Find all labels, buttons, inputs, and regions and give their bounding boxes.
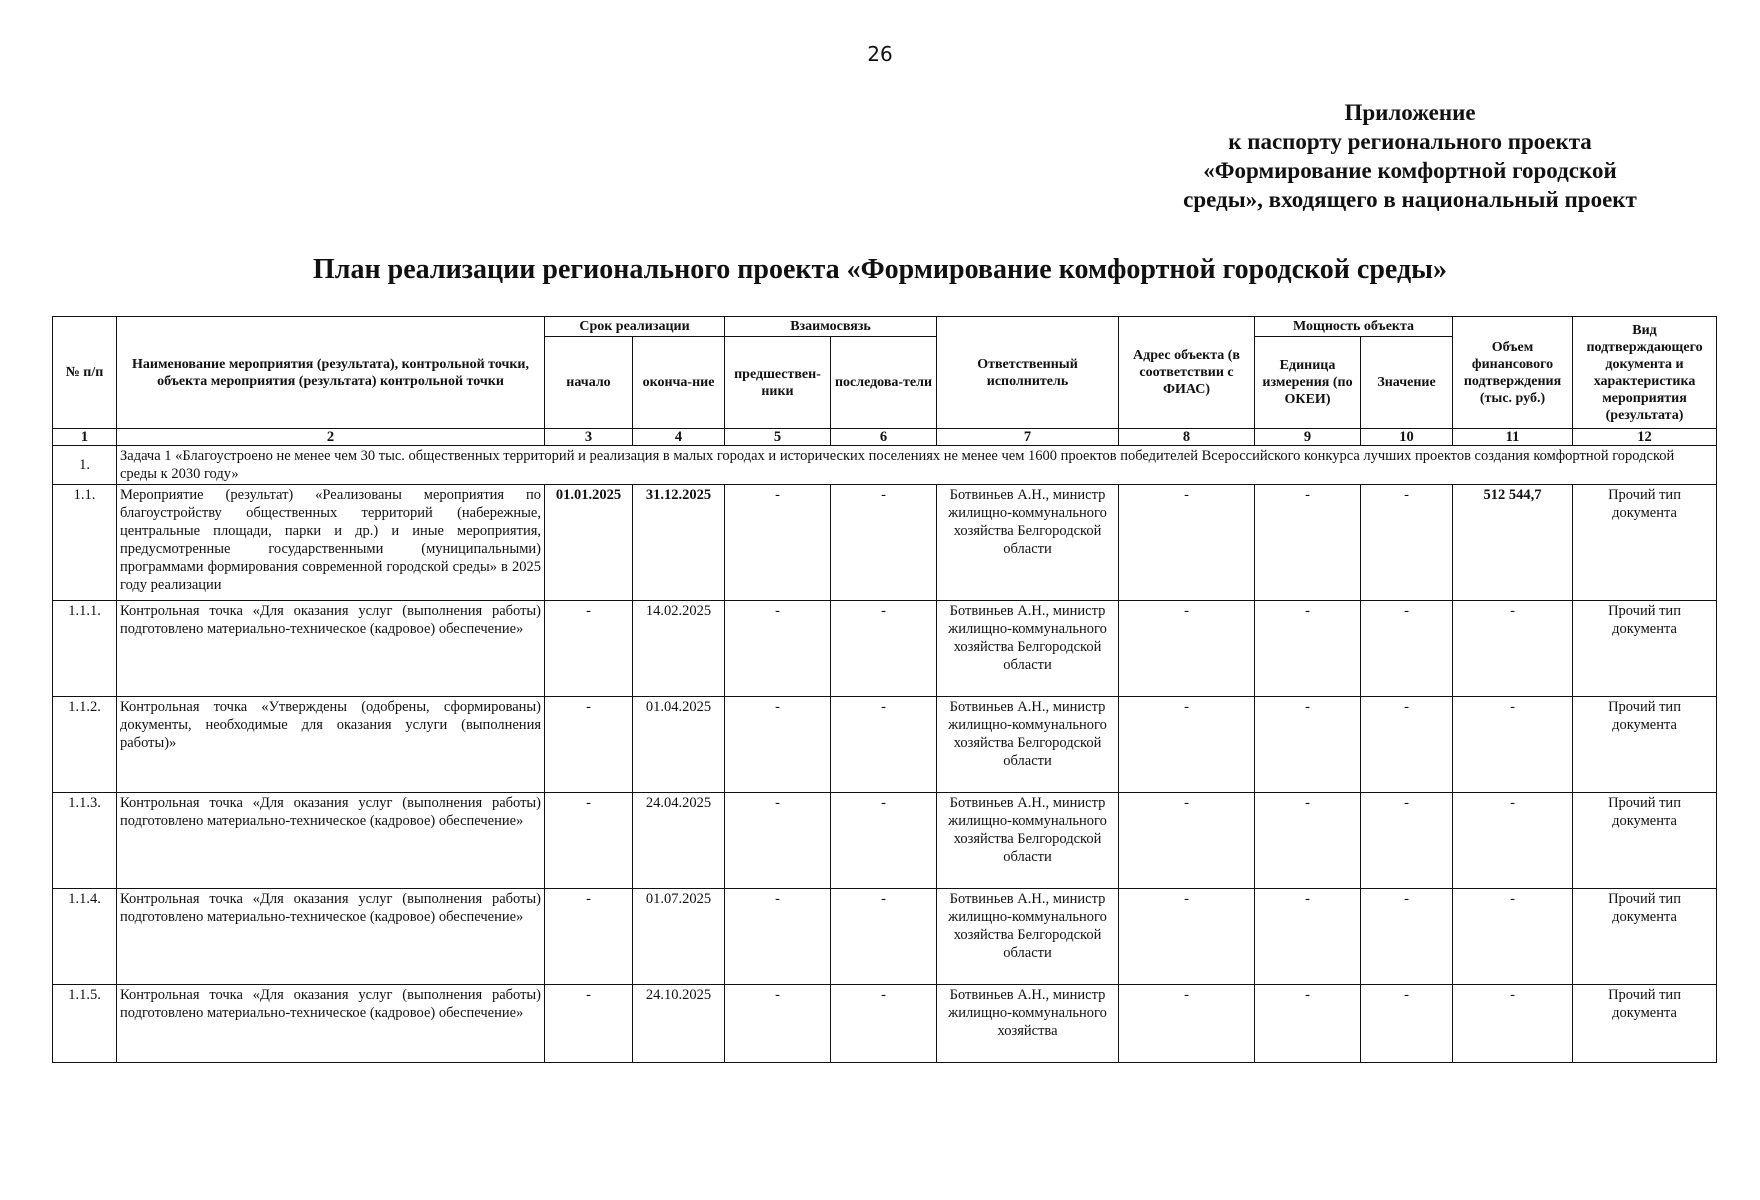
row-volume: - [1453, 889, 1573, 985]
row-name: Контрольная точка «Для оказания услуг (выполнения работы) подготовлено материально-техническое (кадровое) обеспечение» [117, 601, 545, 697]
plan-table [52, 316, 1717, 1063]
header-value: Значение [1361, 337, 1453, 429]
row-number: 1.1. [53, 485, 117, 601]
column-number: 9 [1255, 429, 1361, 446]
row-addr: - [1119, 793, 1255, 889]
row-succ: - [831, 985, 937, 1063]
row-addr: - [1119, 485, 1255, 601]
appendix-line: среды», входящего в национальный проект [1183, 187, 1637, 212]
row-end: 24.10.2025 [633, 985, 725, 1063]
table-row [53, 601, 1717, 697]
header-succ: последова-тели [831, 337, 937, 429]
row-value: - [1361, 889, 1453, 985]
row-unit: - [1255, 601, 1361, 697]
table-row [53, 793, 1717, 889]
row-addr: - [1119, 697, 1255, 793]
row-doctype: Прочий тип документа [1573, 601, 1717, 697]
row-unit: - [1255, 485, 1361, 601]
row-value: - [1361, 485, 1453, 601]
appendix-line: к паспорту регионального проекта [1228, 129, 1592, 154]
row-volume: 512 544,7 [1453, 485, 1573, 601]
column-number: 3 [545, 429, 633, 446]
header-doctype: Вид подтверждающего документа и характеристика мероприятия (результата) [1573, 317, 1717, 429]
row-name: Контрольная точка «Для оказания услуг (выполнения работы) подготовлено материально-техническое (кадровое) обеспечение» [117, 793, 545, 889]
row-start: - [545, 697, 633, 793]
column-number: 7 [937, 429, 1119, 446]
header-name: Наименование мероприятия (результата), контрольной точки, объекта мероприятия (результата) контрольной точки [117, 317, 545, 429]
row-value: - [1361, 697, 1453, 793]
table-row [53, 889, 1717, 985]
column-number: 1 [53, 429, 117, 446]
row-addr: - [1119, 889, 1255, 985]
row-end: 24.04.2025 [633, 793, 725, 889]
row-pred: - [725, 697, 831, 793]
header-start: начало [545, 337, 633, 429]
appendix-line: «Формирование комфортной городской [1203, 158, 1617, 183]
row-end: 01.04.2025 [633, 697, 725, 793]
row-doctype: Прочий тип документа [1573, 485, 1717, 601]
row-resp: Ботвиньев А.Н., министр жилищно-коммунального хозяйства [937, 985, 1119, 1063]
row-volume: - [1453, 985, 1573, 1063]
row-pred: - [725, 985, 831, 1063]
row-start: - [545, 985, 633, 1063]
task-text: Задача 1 «Благоустроено не менее чем 30 тыс. общественных территорий и реализация в малых городах и исторических поселениях не менее чем 1600 проектов победителей Всероссийского конкурса лучших проектов создания комфортной городской среды к 2030 году» [117, 446, 1717, 485]
row-resp: Ботвиньев А.Н., министр жилищно-коммунального хозяйства Белгородской области [937, 697, 1119, 793]
header-volume: Объем финансового подтверждения (тыс. руб.) [1453, 317, 1573, 429]
header-pred: предшествен-ники [725, 337, 831, 429]
header-resp: Ответственный исполнитель [937, 317, 1119, 429]
row-name: Контрольная точка «Для оказания услуг (выполнения работы) подготовлено материально-техническое (кадровое) обеспечение» [117, 985, 545, 1063]
task-row [53, 446, 1717, 485]
column-number: 5 [725, 429, 831, 446]
row-doctype: Прочий тип документа [1573, 697, 1717, 793]
header-end: оконча-ние [633, 337, 725, 429]
table-row [53, 985, 1717, 1063]
header-power: Мощность объекта [1255, 317, 1453, 337]
row-addr: - [1119, 985, 1255, 1063]
column-number: 11 [1453, 429, 1573, 446]
row-succ: - [831, 889, 937, 985]
column-numbers-row [53, 429, 1717, 446]
appendix-heading [1120, 98, 1700, 214]
row-succ: - [831, 697, 937, 793]
header-link: Взаимосвязь [725, 317, 937, 337]
table-row [53, 697, 1717, 793]
row-succ: - [831, 485, 937, 601]
header-addr: Адрес объекта (в соответствии с ФИАС) [1119, 317, 1255, 429]
row-start: - [545, 793, 633, 889]
row-addr: - [1119, 601, 1255, 697]
column-number: 2 [117, 429, 545, 446]
header-num: № п/п [53, 317, 117, 429]
row-succ: - [831, 601, 937, 697]
row-start: - [545, 601, 633, 697]
row-succ: - [831, 793, 937, 889]
appendix-line: Приложение [1344, 100, 1476, 125]
task-number: 1. [53, 446, 117, 485]
header-term: Срок реализации [545, 317, 725, 337]
row-resp: Ботвиньев А.Н., министр жилищно-коммунального хозяйства Белгородской области [937, 601, 1119, 697]
row-number: 1.1.5. [53, 985, 117, 1063]
row-volume: - [1453, 697, 1573, 793]
row-doctype: Прочий тип документа [1573, 889, 1717, 985]
row-pred: - [725, 601, 831, 697]
row-value: - [1361, 793, 1453, 889]
row-end: 01.07.2025 [633, 889, 725, 985]
column-number: 12 [1573, 429, 1717, 446]
column-number: 10 [1361, 429, 1453, 446]
row-doctype: Прочий тип документа [1573, 985, 1717, 1063]
row-unit: - [1255, 985, 1361, 1063]
row-resp: Ботвиньев А.Н., министр жилищно-коммунального хозяйства Белгородской области [937, 485, 1119, 601]
row-pred: - [725, 793, 831, 889]
row-unit: - [1255, 793, 1361, 889]
row-pred: - [725, 485, 831, 601]
header-row [53, 317, 1717, 337]
row-volume: - [1453, 793, 1573, 889]
row-number: 1.1.4. [53, 889, 117, 985]
row-end: 14.02.2025 [633, 601, 725, 697]
header-unit: Единица измерения (по ОКЕИ) [1255, 337, 1361, 429]
row-number: 1.1.3. [53, 793, 117, 889]
column-number: 4 [633, 429, 725, 446]
table-row [53, 485, 1717, 601]
row-pred: - [725, 889, 831, 985]
row-unit: - [1255, 697, 1361, 793]
plan-title: План реализации регионального проекта «Формирование комфортной городской среды» [313, 254, 1447, 285]
row-start: - [545, 889, 633, 985]
page-number: 26 [867, 42, 893, 66]
column-number: 8 [1119, 429, 1255, 446]
row-volume: - [1453, 601, 1573, 697]
row-name: Контрольная точка «Утверждены (одобрены, сформированы) документы, необходимые для оказания услуги (выполнения работы)» [117, 697, 545, 793]
row-number: 1.1.2. [53, 697, 117, 793]
row-start: 01.01.2025 [545, 485, 633, 601]
row-value: - [1361, 601, 1453, 697]
row-resp: Ботвиньев А.Н., министр жилищно-коммунального хозяйства Белгородской области [937, 793, 1119, 889]
row-number: 1.1.1. [53, 601, 117, 697]
row-name: Мероприятие (результат) «Реализованы мероприятия по благоустройству общественных территорий (набережные, центральные площади, парки и др.) и иные мероприятия, предусмотренные государственными (муниципальными) программами формирования современной городской среды» в 2025 году реализации [117, 485, 545, 601]
row-name: Контрольная точка «Для оказания услуг (выполнения работы) подготовлено материально-техническое (кадровое) обеспечение» [117, 889, 545, 985]
row-end: 31.12.2025 [633, 485, 725, 601]
row-resp: Ботвиньев А.Н., министр жилищно-коммунального хозяйства Белгородской области [937, 889, 1119, 985]
row-value: - [1361, 985, 1453, 1063]
row-doctype: Прочий тип документа [1573, 793, 1717, 889]
row-unit: - [1255, 889, 1361, 985]
column-number: 6 [831, 429, 937, 446]
